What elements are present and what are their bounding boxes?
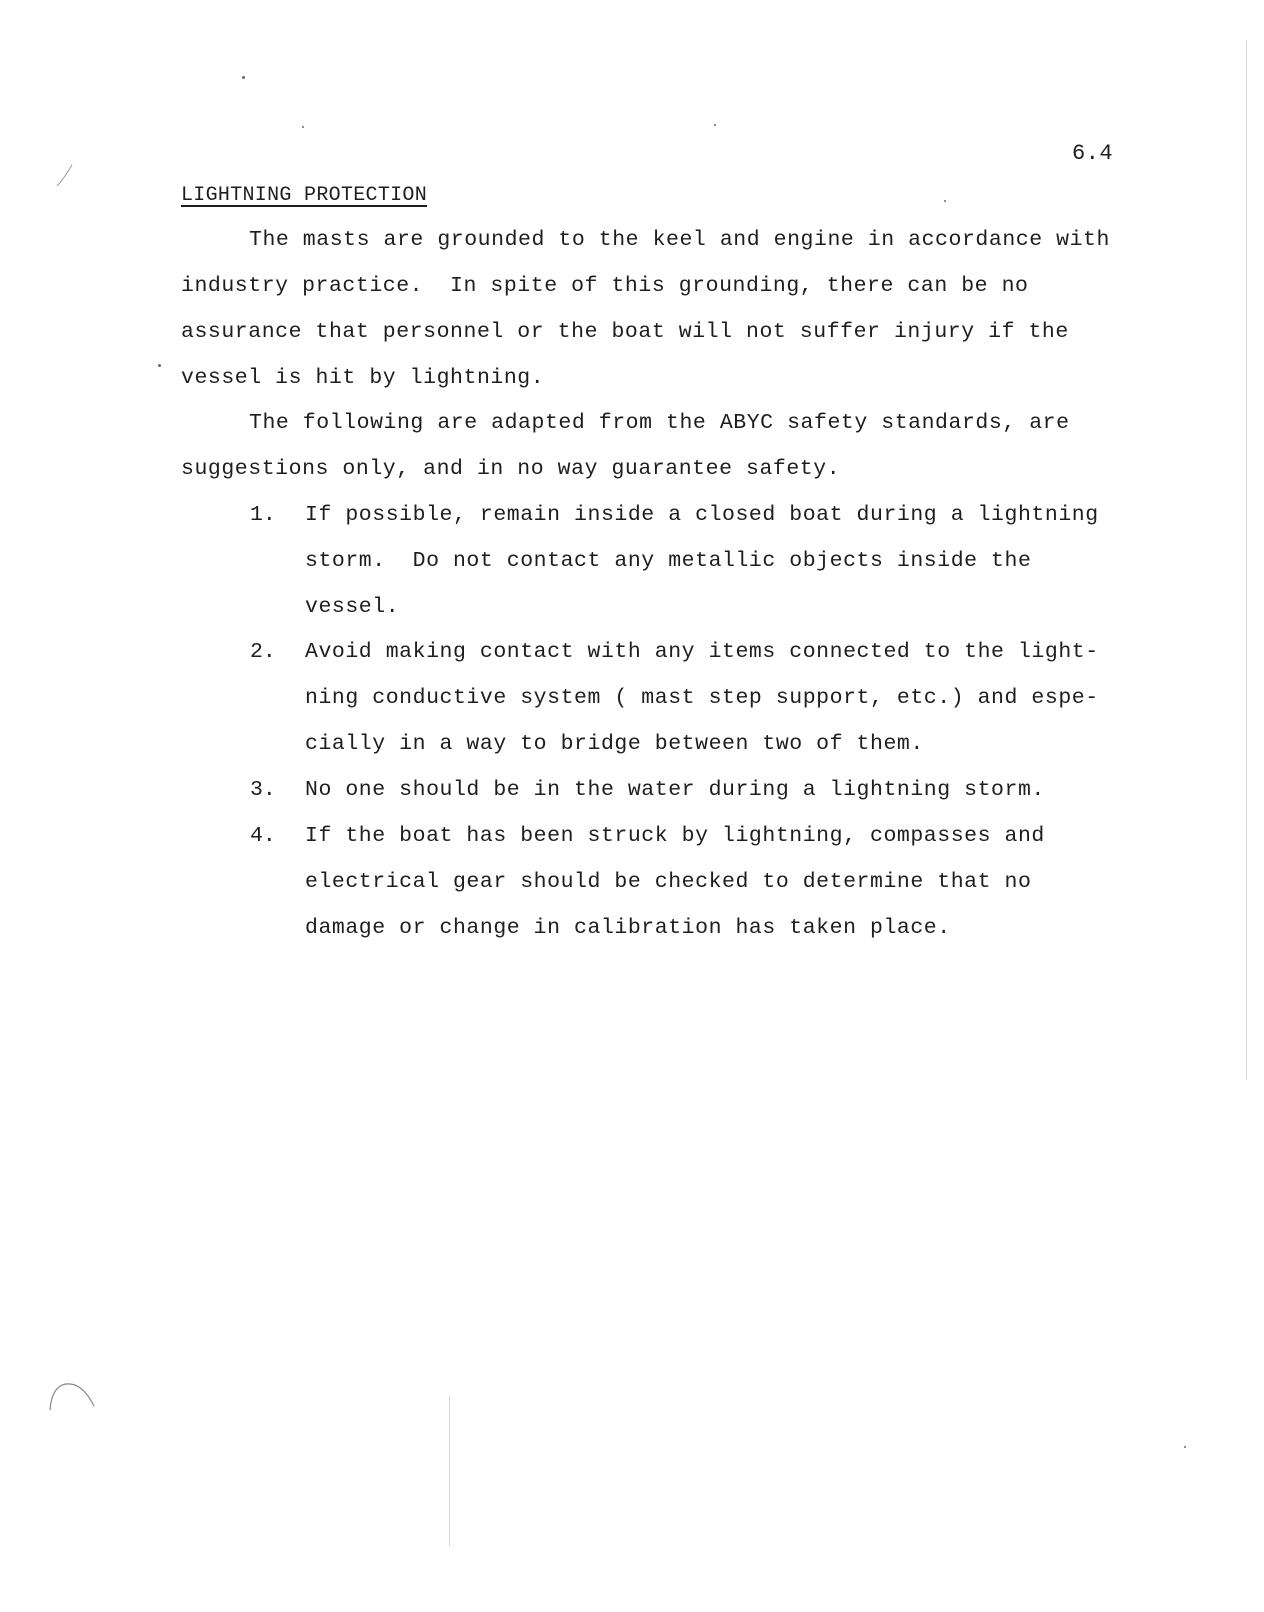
list-item-line: If possible, remain inside a closed boat during a lightning [305,503,1099,527]
paragraph-line: suggestions only, and in no way guarantee safety. [181,457,841,481]
paragraph-line: The following are adapted from the ABYC safety standards, are [249,411,1070,435]
scan-edge-line [1246,40,1247,1080]
paragraph-line: vessel is hit by lightning. [181,366,545,390]
list-item-line: storm. Do not contact any metallic objects inside the [305,549,1032,573]
list-item-line: Avoid making contact with any items connected to the light- [305,640,1099,664]
page-number: 6.4 [1072,141,1114,166]
scan-speck [302,126,304,128]
list-item-number: 2. [250,640,276,664]
scan-speck [158,364,161,367]
list-item-line: ning conductive system ( mast step support, etc.) and espe- [305,686,1099,710]
list-item-number: 1. [250,503,276,527]
list-item-number: 4. [250,824,276,848]
scan-mark [48,1380,98,1420]
list-item-line: damage or change in calibration has taken place. [305,916,951,940]
list-item-line: If the boat has been struck by lightning, compasses and [305,824,1045,848]
list-item-line: cially in a way to bridge between two of them. [305,732,924,756]
list-item-number: 3. [250,778,276,802]
paragraph-line: The masts are grounded to the keel and engine in accordance with [249,228,1110,252]
list-item-line: electrical gear should be checked to determine that no [305,870,1032,894]
scan-speck [242,76,245,79]
list-item-line: vessel. [305,595,400,619]
paragraph-line: assurance that personnel or the boat will not suffer injury if the [181,320,1069,344]
scan-speck [944,200,946,202]
scan-mark [55,162,75,192]
scan-edge-line [449,1396,450,1546]
scan-speck [1184,1446,1186,1448]
list-item-line: No one should be in the water during a lightning storm. [305,778,1045,802]
paragraph-line: industry practice. In spite of this grounding, there can be no [181,274,1029,298]
scan-speck [714,124,716,126]
section-heading: LIGHTNING PROTECTION [181,184,428,207]
